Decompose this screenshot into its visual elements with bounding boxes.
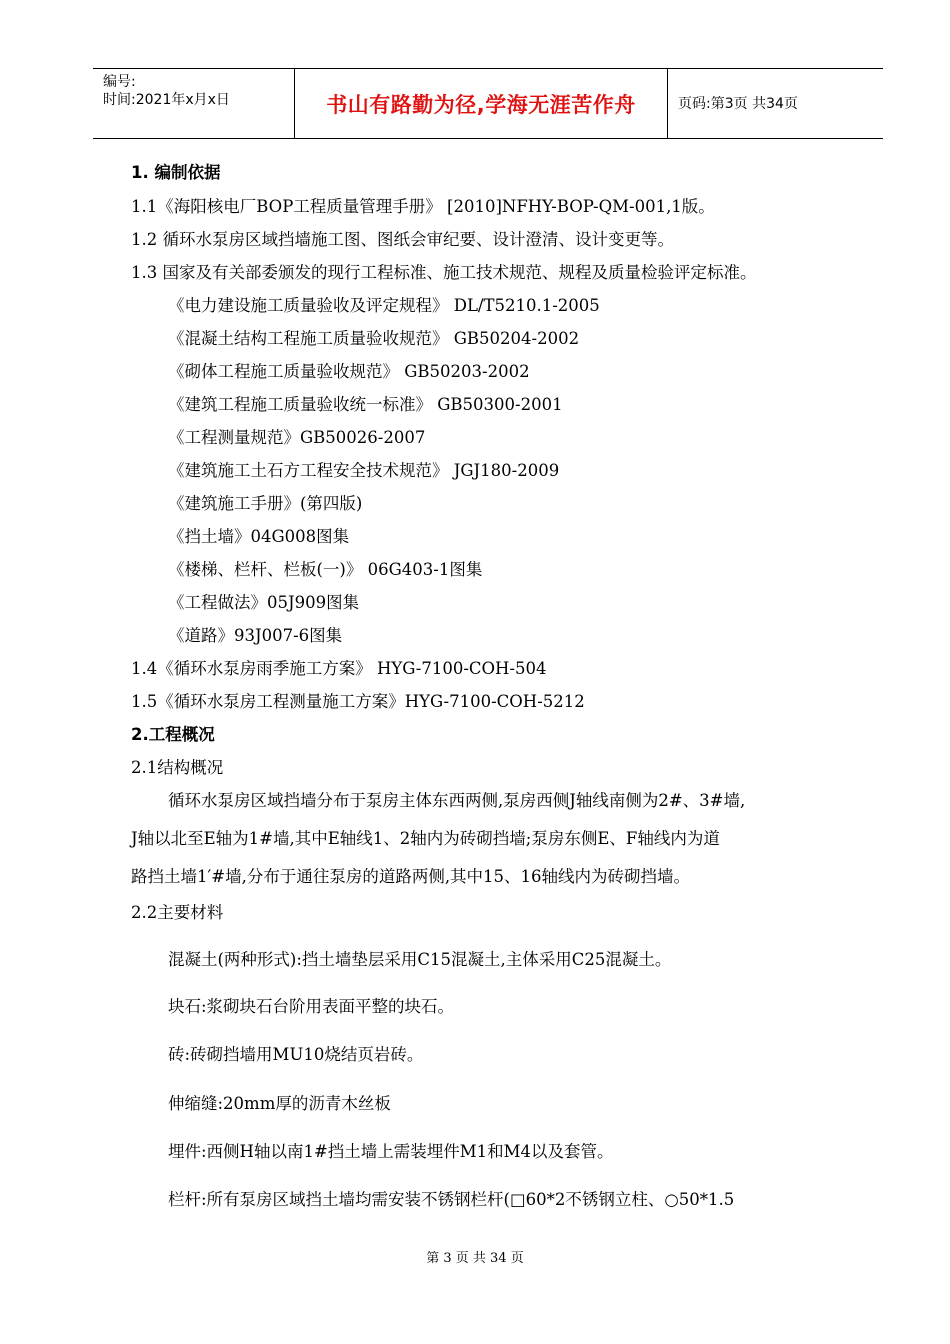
subsection-heading-2-1: 2.1结构概况: [131, 758, 224, 777]
standard-item: 《建筑工程施工质量验收统一标准》 GB50300-2001: [168, 395, 563, 414]
standard-item: 《砌体工程施工质量验收规范》 GB50203-2002: [168, 362, 530, 381]
standard-item: 《建筑施工土石方工程安全技术规范》 JGJ180-2009: [168, 461, 560, 480]
material-item: 块石:浆砌块石台阶用表面平整的块石。: [168, 997, 455, 1016]
material-item: 混凝土(两种形式):挡土墙垫层采用C15混凝土,主体采用C25混凝土。: [168, 950, 672, 969]
basis-item-1-3: 1.3 国家及有关部委颁发的现行工程标准、施工技术规范、规程及质量检验评定标准。: [131, 263, 757, 282]
overview-paragraph-line: J轴以北至E轴为1#墙,其中E轴线1、2轴内为砖砌挡墙;泵房东侧E、F轴线内为道: [131, 829, 720, 848]
standard-item: 《道路》93J007-6图集: [168, 626, 343, 645]
overview-paragraph-line: 路挡土墙1′#墙,分布于通往泵房的道路两侧,其中15、16轴线内为砖砌挡墙。: [131, 867, 691, 886]
standard-item: 《挡土墙》04G008图集: [168, 527, 350, 546]
standard-item: 《混凝土结构工程施工质量验收规范》 GB50204-2002: [168, 329, 580, 348]
standard-item: 《工程做法》05J909图集: [168, 593, 360, 612]
document-number-label: 编号:: [103, 74, 136, 90]
material-item: 砖:砖砌挡墙用MU10烧结页岩砖。: [168, 1045, 424, 1064]
basis-item-1-4: 1.4《循环水泵房雨季施工方案》 HYG-7100-COH-504: [131, 659, 547, 678]
standard-item: 《工程测量规范》GB50026-2007: [168, 428, 426, 447]
basis-item-1-2: 1.2 循环水泵房区域挡墙施工图、图纸会审纪要、设计澄清、设计变更等。: [131, 230, 674, 249]
basis-item-1-1: 1.1《海阳核电厂BOP工程质量管理手册》 [2010]NFHY-BOP-QM-001,1版。: [131, 197, 715, 216]
header-page-cell: [668, 69, 883, 138]
section-heading-2: 2.工程概况: [131, 725, 215, 744]
header-page-number: 页码:第3页 共34页: [678, 95, 798, 112]
basis-item-1-5: 1.5《循环水泵房工程测量施工方案》HYG-7100-COH-5212: [131, 692, 585, 711]
page-footer: 第 3 页 共 34 页: [426, 1251, 524, 1266]
header-motto-cell: [294, 69, 668, 138]
material-item: 埋件:西侧H轴以南1#挡土墙上需装埋件M1和M4以及套管。: [168, 1142, 614, 1161]
standard-item: 《建筑施工手册》(第四版): [168, 494, 363, 513]
header-info-cell: [93, 69, 294, 138]
material-item: 栏杆:所有泵房区域挡土墙均需安装不锈钢栏杆(□60*2不锈钢立柱、○50*1.5: [168, 1190, 735, 1209]
header-motto: 书山有路勤为径,学海无涯苦作舟: [326, 92, 636, 117]
document-time-label: 时间:2021年x月x日: [103, 92, 230, 108]
standard-item: 《电力建设施工质量验收及评定规程》 DL/T5210.1-2005: [168, 296, 600, 315]
standard-item: 《楼梯、栏杆、栏板(一)》 06G403-1图集: [168, 560, 483, 579]
page-header: [93, 68, 883, 139]
subsection-heading-2-2: 2.2主要材料: [131, 903, 224, 922]
overview-paragraph-line: 循环水泵房区域挡墙分布于泵房主体东西两侧,泵房西侧J轴线南侧为2#、3#墙,: [168, 791, 746, 810]
material-item: 伸缩缝:20mm厚的沥青木丝板: [168, 1094, 391, 1113]
section-heading-1: 1. 编制依据: [131, 163, 221, 182]
